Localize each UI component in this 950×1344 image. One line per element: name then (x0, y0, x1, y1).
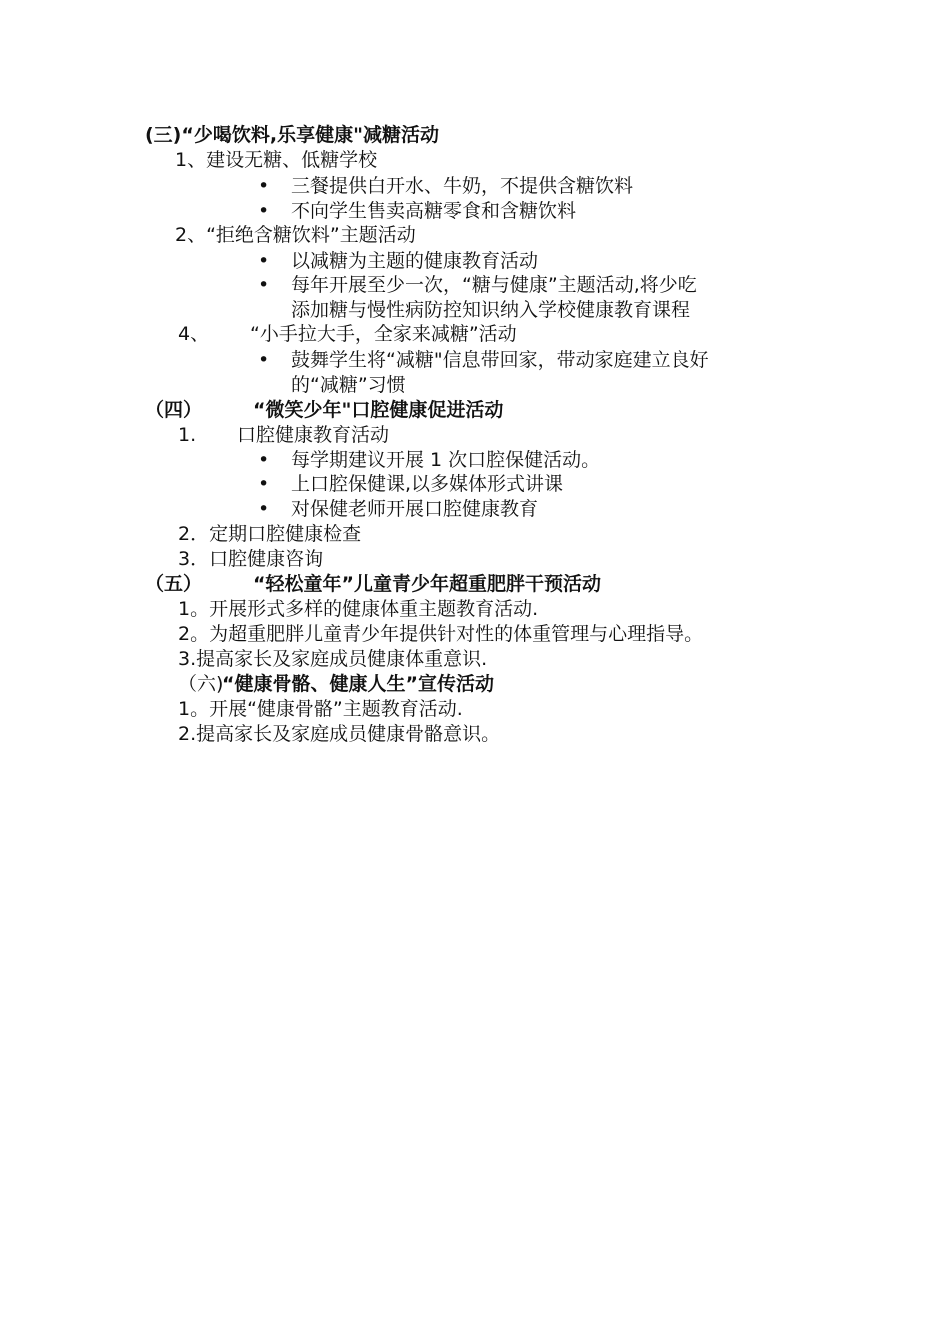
section-3-item-4-number: 4、 (178, 323, 210, 345)
bullet: • (258, 498, 270, 520)
section-4-title: “微笑少年"口腔健康促进活动 (253, 399, 504, 421)
bullet: • (258, 473, 270, 495)
section-5-item-1: 1。开展形式多样的健康体重主题教育活动. (178, 598, 539, 620)
section-3-item-4-bullet-1-line-2: 的“减糖”习惯 (291, 374, 406, 396)
section-4-item-3: 3．口腔健康咨询 (178, 548, 324, 570)
section-3-item-1: 1、建设无糖、低糖学校 (175, 149, 378, 171)
section-6-title: “健康骨骼、健康人生”宣传活动 (222, 673, 494, 695)
section-5-item-3: 3.提高家长及家庭成员健康体重意识. (178, 648, 488, 670)
section-5-number: （五） (145, 573, 203, 595)
section-3-item-2-bullet-2-line-2: 添加糖与慢性病防控知识纳入学校健康教育课程 (291, 299, 691, 321)
bullet: • (258, 274, 270, 296)
section-4-item-1-bullet-3: 对保健老师开展口腔健康教育 (291, 498, 539, 520)
section-6-item-1: 1。开展“健康骨骼”主题教育活动. (178, 698, 463, 720)
section-4-item-1: 口腔健康教育活动 (237, 424, 390, 446)
section-3-title: (三)“少喝饮料,乐享健康"减糖活动 (145, 124, 439, 146)
bullet: • (258, 349, 270, 371)
section-4-number: （四） (145, 399, 203, 421)
section-4-item-1-bullet-2: 上口腔保健课,以多媒体形式讲课 (291, 473, 564, 495)
section-5-item-2: 2。为超重肥胖儿童青少年提供针对性的体重管理与心理指导。 (178, 623, 704, 645)
section-3-item-4: “小手拉大手，全家来减糖”活动 (250, 323, 517, 345)
section-3-item-1-bullet-2: 不向学生售卖高糖零食和含糖饮料 (291, 200, 577, 222)
section-4-item-2: 2．定期口腔健康检查 (178, 523, 362, 545)
section-6-number: （六) (178, 673, 224, 695)
bullet: • (258, 200, 270, 222)
section-3-item-4-bullet-1-line-1: 鼓舞学生将“减糖"信息带回家，带动家庭建立良好 (291, 349, 709, 371)
section-5-title: “轻松童年”儿童青少年超重肥胖干预活动 (253, 573, 601, 595)
section-4-item-1-bullet-1: 每学期建议开展 1 次口腔保健活动。 (291, 449, 601, 471)
bullet: • (258, 175, 270, 197)
bullet: • (258, 250, 270, 272)
section-3-item-2-bullet-1: 以减糖为主题的健康教育活动 (291, 250, 539, 272)
section-3-item-2: 2、“拒绝含糖饮料”主题活动 (175, 224, 416, 246)
section-4-item-1-number: 1. (178, 424, 197, 446)
section-3-item-2-bullet-2-line-1: 每年开展至少一次，“糖与健康”主题活动,将少吃 (291, 274, 697, 296)
bullet: • (258, 449, 270, 471)
section-3-item-1-bullet-1: 三餐提供白开水、牛奶，不提供含糖饮料 (291, 175, 634, 197)
section-6-item-2: 2.提高家长及家庭成员健康骨骼意识。 (178, 723, 501, 745)
